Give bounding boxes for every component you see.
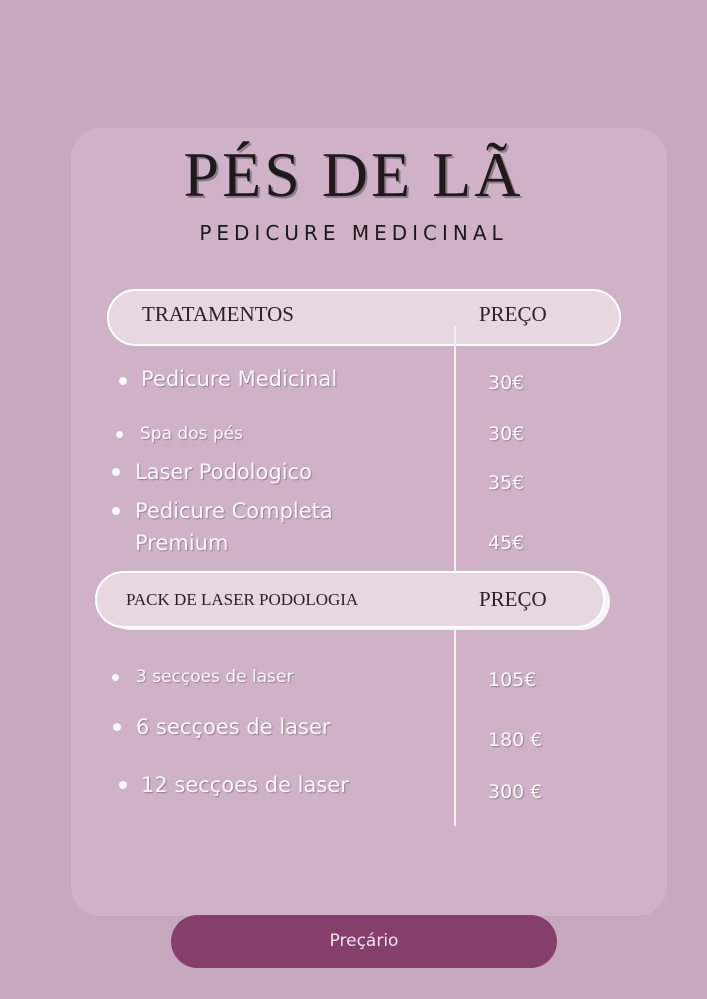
list-item: Pedicure Completa bbox=[135, 499, 333, 523]
list-item: 6 secçoes de laser bbox=[136, 715, 331, 739]
item-price: 300 € bbox=[488, 781, 543, 803]
price-column-label: PREÇO bbox=[479, 302, 547, 326]
bullet-icon bbox=[119, 781, 127, 789]
price-column-label: PREÇO bbox=[479, 587, 547, 611]
treatments-column-label: TRATAMENTOS bbox=[142, 302, 294, 326]
bullet-icon bbox=[112, 674, 119, 681]
pricing-button[interactable]: Preçário bbox=[171, 915, 557, 968]
page-subtitle: PEDICURE MEDICINAL bbox=[199, 221, 508, 245]
list-item: Pedicure Medicinal bbox=[141, 367, 338, 391]
list-item: Spa dos pés bbox=[140, 424, 243, 444]
item-price: 105€ bbox=[488, 669, 537, 691]
item-price: 35€ bbox=[488, 472, 525, 494]
bullet-icon bbox=[112, 507, 120, 515]
list-item: 12 secçoes de laser bbox=[141, 773, 349, 797]
pack-header bbox=[95, 571, 605, 628]
item-price: 30€ bbox=[488, 423, 525, 445]
list-item: Laser Podologico bbox=[135, 460, 312, 484]
list-item: 3 secçoes de laser bbox=[136, 667, 294, 687]
pack-column-label: PACK DE LASER PODOLOGIA bbox=[126, 590, 359, 609]
item-price: 45€ bbox=[488, 532, 525, 554]
bullet-icon bbox=[113, 723, 121, 731]
treatments-header bbox=[107, 289, 621, 346]
bullet-icon bbox=[119, 377, 127, 385]
bullet-icon bbox=[112, 468, 120, 476]
page-title: PÉS DE LÃ bbox=[183, 139, 524, 210]
bullet-icon bbox=[116, 431, 123, 438]
list-item-continuation: Premium bbox=[135, 531, 229, 555]
item-price: 180 € bbox=[488, 729, 543, 751]
item-price: 30€ bbox=[488, 372, 525, 394]
